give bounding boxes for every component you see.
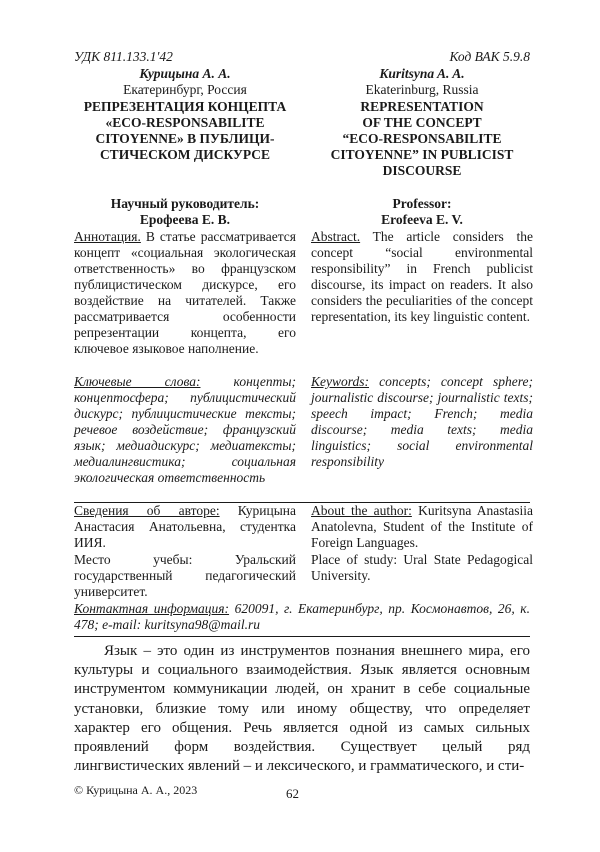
contact-text: 620091, г. Екатеринбург, пр. Космонавтов, 26, к. 478; e-mail: kuritsyna98@mail.ru xyxy=(74,601,530,632)
section-divider xyxy=(74,502,530,503)
en-keywords-label: Keywords: xyxy=(311,374,369,389)
en-about-text: Kuritsyna Anastasiia Anatolevna, Student of the Institute of Foreign Languages. xyxy=(311,503,533,550)
ru-about-text: Курицына Анастасия Анатольевна, студентка ИИЯ. xyxy=(74,503,296,550)
contact-label: Контактная информация: xyxy=(74,601,230,616)
article-page xyxy=(74,0,533,852)
en-about-label: About the author: xyxy=(311,503,412,518)
ru-keywords-label: Ключевые слова: xyxy=(74,374,201,389)
body-divider xyxy=(74,636,530,637)
ru-abstract xyxy=(74,229,296,357)
ru-supervisor-label: Научный руководитель: xyxy=(110,196,260,211)
udk-code: УДК 811.133.1'42 xyxy=(74,49,173,64)
ru-about-label: Сведения об авторе: xyxy=(74,503,220,518)
en-title-line-4: CITOYENNE” IN PUBLICIST xyxy=(330,147,514,162)
en-abstract xyxy=(311,229,533,325)
en-supervisor-label: Professor: xyxy=(392,196,452,211)
ru-location: Екатеринбург, Россия xyxy=(123,82,247,97)
vak-code: Код ВАК 5.9.8 xyxy=(449,49,530,64)
en-title-line-3: “ECO-RESPONSABILITE xyxy=(342,131,502,146)
en-keywords xyxy=(311,374,533,470)
ru-study-place: Место учебы: Уральский государственный педагогический университет. xyxy=(74,552,296,599)
en-supervisor-name: Erofeeva E. V. xyxy=(381,212,463,227)
ru-supervisor-name: Ерофеева Е. В. xyxy=(139,212,231,227)
ru-title-line-3: CITOYENNE» В ПУБЛИЦИ- xyxy=(95,131,275,146)
en-abstract-label: Abstract. xyxy=(311,229,361,244)
page-number: 62 xyxy=(286,786,299,801)
contact-info xyxy=(74,601,530,633)
ru-keywords-text: концепты; концептосфера; публицистический дискурс; публицистические тексты; речевое воздействие; французский язык; медиадискурс; медиатексты; медиалингвистика; социальная экологическая ответственность xyxy=(74,374,296,485)
en-location: Ekaterinburg, Russia xyxy=(365,82,479,97)
ru-abstract-text: В статье рассматривается концепт «социальная экологическая ответственность» во французском публицистическом дискурсе, его воздействие на читателей. Также рассматривается особенности репрезентации концепта, его ключевое языковое наполнение. xyxy=(74,229,296,356)
ru-about xyxy=(74,503,296,551)
ru-title-line-1: РЕПРЕЗЕНТАЦИЯ КОНЦЕПТА xyxy=(83,99,287,114)
en-title-line-5: DISCOURSE xyxy=(382,163,462,178)
ru-title-line-2: «ECO-RESPONSABILITE xyxy=(105,115,265,130)
en-study-place: Place of study: Ural State Pedagogical University. xyxy=(311,552,533,583)
article-body xyxy=(74,642,530,776)
ru-author: Курицына А. А. xyxy=(139,66,231,81)
en-title-line-2: OF THE CONCEPT xyxy=(362,115,482,130)
en-title-line-1: REPRESENTATION xyxy=(360,99,484,114)
body-paragraph: Язык – это один из инструментов познания внешнего мира, его культуры и социального взаимодействия. Язык является основным инструментом коммуникации людей, он хранит в себе социальные установки, близкие тому или иному обществу, что определяет характер его общения. Речь является одной из самых сильных проявлений форм воздействия. Существует целый ряд лингвистических явлений – и лексического, и грамматического, и сти- xyxy=(74,643,530,775)
en-about xyxy=(311,503,533,551)
en-keywords-text: concepts; concept sphere; journalistic discourse; journalistic texts; speech impact; French; media discourse; media texts; media linguistics; social environmental responsibility xyxy=(311,374,533,469)
en-author: Kuritsyna A. A. xyxy=(379,66,465,81)
copyright: © Курицына А. А., 2023 xyxy=(74,783,198,797)
ru-title-line-4: СТИЧЕСКОМ ДИСКУРСЕ xyxy=(99,147,271,162)
ru-abstract-label: Аннотация. xyxy=(74,229,141,244)
en-abstract-text: The article considers the concept “social environmental responsibility” in French publicist discourse, its impact on readers. It also considers the peculiarities of the concept representation, its key linguistic content. xyxy=(311,229,533,324)
ru-keywords xyxy=(74,374,296,486)
